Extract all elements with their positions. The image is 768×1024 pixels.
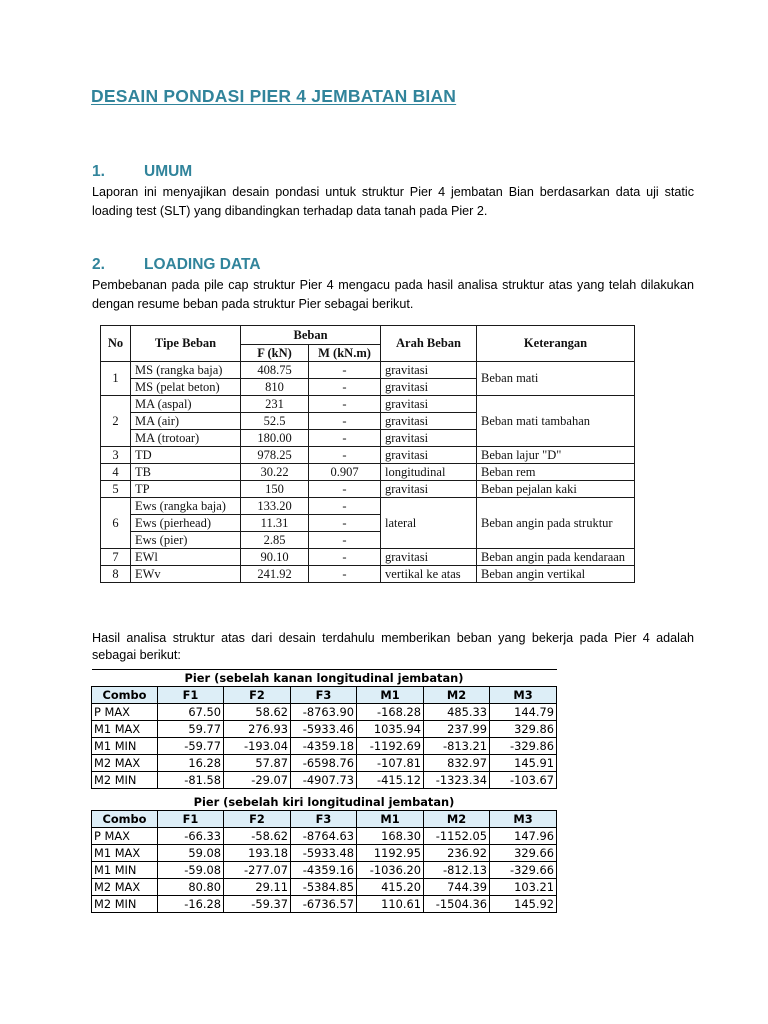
table-cell: 145.92 [490,896,557,913]
combo-label: P MAX [92,704,158,721]
moment-value: - [309,413,381,430]
loading-data-paragraph: Pembebanan pada pile cap struktur Pier 4 mengacu pada hasil analisa struktur atas yang telah dilakukan dengan resume beban pada struktur Pier sebagai berikut. [92,278,694,311]
load-direction: gravitasi [381,447,477,464]
load-summary-table [100,325,635,583]
section-title: UMUM [144,163,193,180]
table-cell: -1036.20 [357,862,424,879]
table-row [92,755,557,772]
column-header: F1 [158,687,224,704]
combo-label: M2 MIN [92,772,158,789]
table-caption-row [92,794,557,811]
combo-label: M2 MIN [92,896,158,913]
load-description: Beban rem [477,464,635,481]
table-cell: 276.93 [224,721,291,738]
force-value: 150 [241,481,309,498]
load-description: Beban mati tambahan [477,396,635,447]
load-description: Beban angin pada struktur [477,498,635,549]
load-direction: gravitasi [381,481,477,498]
table-cell: -81.58 [158,772,224,789]
load-type: MS (rangka baja) [131,362,241,379]
column-header: F2 [224,687,291,704]
table-cell: -4359.16 [291,862,357,879]
load-description: Beban mati [477,362,635,396]
force-value: 90.10 [241,549,309,566]
table-cell: 1035.94 [357,721,424,738]
table-row [101,566,635,583]
moment-value: - [309,566,381,583]
table-cell: -1192.69 [357,738,424,755]
row-number: 7 [101,549,131,566]
table-cell: -193.04 [224,738,291,755]
moment-value: - [309,481,381,498]
force-value: 133.20 [241,498,309,515]
load-direction: lateral [381,498,477,549]
force-value: 231 [241,396,309,413]
moment-value: - [309,362,381,379]
table-cell: -1323.34 [424,772,490,789]
moment-value: - [309,379,381,396]
table-cell: 103.21 [490,879,557,896]
table-row [101,396,635,413]
column-header: M1 [357,811,424,828]
header-beban: Beban [241,326,381,345]
load-type: TB [131,464,241,481]
table-cell: 329.86 [490,721,557,738]
table-cell: 168.30 [357,828,424,845]
table-cell: -5384.85 [291,879,357,896]
force-value: 11.31 [241,515,309,532]
load-direction: gravitasi [381,549,477,566]
moment-value: - [309,447,381,464]
table-row [101,498,635,515]
table-cell: 110.61 [357,896,424,913]
table-row [101,464,635,481]
table-cell: 147.96 [490,828,557,845]
section-number: 1. [92,163,105,180]
force-value: 241.92 [241,566,309,583]
table-row [92,721,557,738]
table-cell: -5933.46 [291,721,357,738]
table-cell: 744.39 [424,879,490,896]
table-cell: 59.08 [158,845,224,862]
table-row [101,549,635,566]
header-keterangan: Keterangan [477,326,635,362]
table-cell: -812.13 [424,862,490,879]
table-cell: -4907.73 [291,772,357,789]
load-direction: gravitasi [381,379,477,396]
table-cell: -59.77 [158,738,224,755]
table-row [92,828,557,845]
umum-paragraph: Laporan ini menyajikan desain pondasi untuk struktur Pier 4 jembatan Bian berdasarkan data uji static loading test (SLT) yang dibandingkan terhadap data tanah pada Pier 2. [92,185,694,218]
header-force: F (kN) [241,345,309,362]
load-direction: gravitasi [381,413,477,430]
table-row [92,704,557,721]
table-cell: -66.33 [158,828,224,845]
load-type: Ews (rangka baja) [131,498,241,515]
header-arah-beban: Arah Beban [381,326,477,362]
row-number: 6 [101,498,131,549]
combo-label: M1 MAX [92,721,158,738]
table-row [101,447,635,464]
table-row [92,772,557,789]
row-number: 5 [101,481,131,498]
table-cell: -168.28 [357,704,424,721]
table-cell: 67.50 [158,704,224,721]
table-cell: -4359.18 [291,738,357,755]
row-number: 8 [101,566,131,583]
table-caption-row [92,670,557,687]
table-cell: -16.28 [158,896,224,913]
load-type: MS (pelat beton) [131,379,241,396]
combo-label: M2 MAX [92,755,158,772]
moment-value: - [309,498,381,515]
column-header: F3 [291,687,357,704]
load-type: TD [131,447,241,464]
load-type: MA (aspal) [131,396,241,413]
table-cell: 57.87 [224,755,291,772]
load-description: Beban angin pada kendaraan [477,549,635,566]
load-direction: gravitasi [381,430,477,447]
moment-value: - [309,532,381,549]
table-cell: -329.66 [490,862,557,879]
document-title: DESAIN PONDASI PIER 4 JEMBATAN BIAN [91,86,457,106]
table-caption: Pier (sebelah kiri longitudinal jembatan) [193,795,455,809]
combo-label: P MAX [92,828,158,845]
load-direction: longitudinal [381,464,477,481]
table-cell: -107.81 [357,755,424,772]
table-cell: 16.28 [158,755,224,772]
table-cell: -1504.36 [424,896,490,913]
table-cell: 236.92 [424,845,490,862]
load-direction: vertikal ke atas [381,566,477,583]
table-cell: -8763.90 [291,704,357,721]
table-cell: 237.99 [424,721,490,738]
table-cell: -8764.63 [291,828,357,845]
column-header: F1 [158,811,224,828]
column-header: Combo [92,811,158,828]
force-value: 810 [241,379,309,396]
force-value: 180.00 [241,430,309,447]
table-cell: -277.07 [224,862,291,879]
section-heading-umum [92,163,392,183]
table-row [92,896,557,913]
column-header: M3 [490,687,557,704]
table-cell: -813.21 [424,738,490,755]
column-header: F3 [291,811,357,828]
load-direction: gravitasi [381,396,477,413]
table-cell: 80.80 [158,879,224,896]
force-value: 978.25 [241,447,309,464]
section-title: LOADING DATA [144,256,261,273]
table-cell: -6736.57 [291,896,357,913]
moment-value: 0.907 [309,464,381,481]
column-header: Combo [92,687,158,704]
column-header: M1 [357,687,424,704]
moment-value: - [309,549,381,566]
section-number: 2. [92,256,105,273]
row-number: 4 [101,464,131,481]
load-type: MA (air) [131,413,241,430]
table-header-row [92,811,557,828]
table-caption: Pier (sebelah kanan longitudinal jembatan) [92,670,557,687]
row-number: 1 [101,362,131,396]
header-no: No [101,326,131,362]
header-moment: M (kN.m) [309,345,381,362]
load-type: Ews (pier) [131,532,241,549]
column-header: M2 [424,811,490,828]
load-type: TP [131,481,241,498]
table-cell: -329.86 [490,738,557,755]
force-value: 2.85 [241,532,309,549]
table-row [92,862,557,879]
load-type: EWv [131,566,241,583]
header-tipe-beban: Tipe Beban [131,326,241,362]
table-cell: -58.62 [224,828,291,845]
force-value: 52.5 [241,413,309,430]
table-cell: 832.97 [424,755,490,772]
table-cell: 193.18 [224,845,291,862]
load-description: Beban pejalan kaki [477,481,635,498]
table-cell: -5933.48 [291,845,357,862]
result-table-right [91,669,557,789]
force-value: 408.75 [241,362,309,379]
table-row [101,362,635,379]
table-cell: -59.08 [158,862,224,879]
table-cell: -103.67 [490,772,557,789]
column-header: F2 [224,811,291,828]
combo-label: M1 MIN [92,862,158,879]
load-direction: gravitasi [381,362,477,379]
combo-label: M2 MAX [92,879,158,896]
table-row [92,845,557,862]
force-value: 30.22 [241,464,309,481]
table-cell: 415.20 [357,879,424,896]
combo-label: M1 MAX [92,845,158,862]
load-description: Beban lajur "D" [477,447,635,464]
moment-value: - [309,515,381,532]
row-number: 3 [101,447,131,464]
table-cell: -415.12 [357,772,424,789]
result-table-left [91,794,557,913]
table-cell: 144.79 [490,704,557,721]
load-type: MA (trotoar) [131,430,241,447]
table-cell: -1152.05 [424,828,490,845]
table-cell: -6598.76 [291,755,357,772]
moment-value: - [309,396,381,413]
row-number: 2 [101,396,131,447]
table-row [92,879,557,896]
section-heading-loading-data [92,256,392,276]
column-header: M2 [424,687,490,704]
table-cell: 485.33 [424,704,490,721]
load-type: EWl [131,549,241,566]
load-type: Ews (pierhead) [131,515,241,532]
table-cell: 58.62 [224,704,291,721]
table-cell: 59.77 [158,721,224,738]
moment-value: - [309,430,381,447]
table-cell: 1192.95 [357,845,424,862]
result-intro-paragraph: Hasil analisa struktur atas dari desain terdahulu memberikan beban yang bekerja pada Pier 4 adalah sebagai berikut: [92,631,694,662]
table-cell: 29.11 [224,879,291,896]
table-row [92,738,557,755]
combo-label: M1 MIN [92,738,158,755]
table-row [101,481,635,498]
table-header-row [92,687,557,704]
table-cell: 329.66 [490,845,557,862]
table-cell: -29.07 [224,772,291,789]
load-description: Beban angin vertikal [477,566,635,583]
table-cell: -59.37 [224,896,291,913]
table-cell: 145.91 [490,755,557,772]
column-header: M3 [490,811,557,828]
